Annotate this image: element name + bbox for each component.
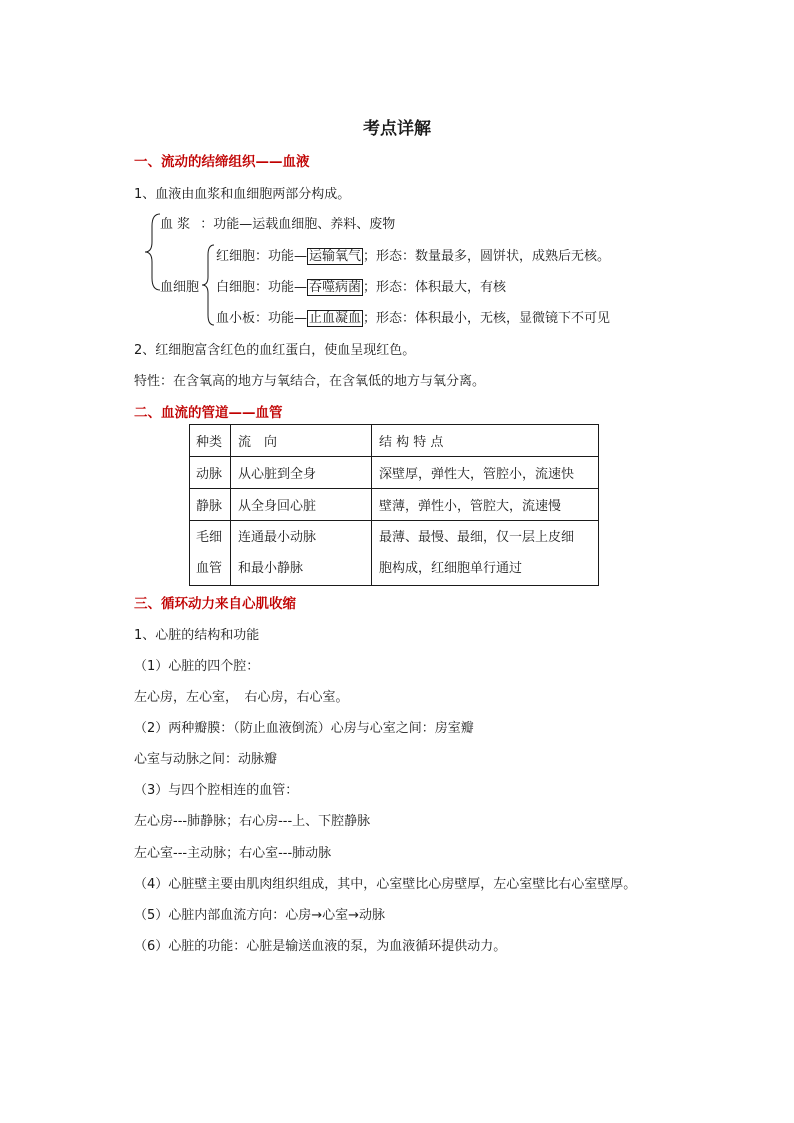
page-title: 考点详解: [363, 119, 431, 139]
table-row: [190, 489, 599, 521]
cell-line: 连通最小动脉: [238, 530, 317, 545]
table-cell: 深壁厚，弹性大，管腔小，流速快: [372, 457, 599, 489]
table-cell: [372, 521, 599, 586]
outer-brace: [142, 212, 162, 292]
heart-line: （1）心脏的四个腔：: [134, 659, 260, 674]
heart-line: 1、心脏的结构和功能: [134, 628, 260, 643]
cell-name: 白细胞：功能—: [216, 280, 308, 295]
cell-line: 血管: [196, 561, 223, 576]
heart-line: 心室与动脉之间：动脉瓣: [134, 752, 278, 767]
cell-row-white: [216, 276, 506, 295]
cell-name: 红细胞：功能—: [216, 249, 308, 264]
section-heading-blood: 一、流动的结缔组织——血液: [134, 154, 310, 170]
plasma-row: [160, 213, 395, 232]
table-header-row: [190, 425, 599, 457]
cell-morphology: ；形态：数量最多，圆饼状，成熟后无核。: [363, 249, 611, 264]
heart-line: （3）与四个腔相连的血管：: [134, 783, 299, 798]
header-cell: 结 构 特 点: [372, 425, 599, 457]
table-cell: 壁薄，弹性小，管腔大，流速慢: [372, 489, 599, 521]
cells-label: 血细胞: [160, 280, 200, 295]
cell-line: 毛细: [196, 530, 223, 545]
table-cell: [231, 521, 372, 586]
header-cell: 流 向: [231, 425, 372, 457]
header-cell: 种类: [190, 425, 231, 457]
plasma-label: 血 浆: [160, 217, 191, 232]
vessel-table: [189, 424, 599, 586]
cell-row-red: [216, 245, 610, 264]
cell-morphology: ；形态：体积最小，无核，显微镜下不可见: [363, 311, 611, 326]
table-cell: 动脉: [190, 457, 231, 489]
paragraph-red-color: 2、红细胞富含红色的血红蛋白，使血呈现红色。: [134, 343, 416, 358]
cell-row-platelet: [216, 307, 610, 326]
cell-line: 胞构成，红细胞单行通过: [379, 561, 523, 576]
cell-function-boxed: 运输氧气: [309, 249, 362, 264]
inner-brace: [200, 243, 216, 327]
plasma-text: ：功能—运载血细胞、养料、废物: [200, 217, 396, 232]
heart-line: 左心室---主动脉；右心室---肺动脉: [134, 846, 332, 861]
heart-line: （6）心脏的功能：心脏是输送血液的泵，为血液循环提供动力。: [134, 939, 507, 954]
heart-line: （5）心脏内部血流方向：心房→心室→动脉: [134, 908, 386, 923]
table-cell: 从心脏到全身: [231, 457, 372, 489]
cell-line: 和最小静脉: [238, 561, 304, 576]
paragraph-blood-composition: 1、血液由血浆和血细胞两部分构成。: [134, 187, 351, 202]
heart-line: 左心房，左心室， 右心房，右心室。: [134, 690, 349, 705]
heart-line: （4）心脏壁主要由肌肉组织组成，其中，心室壁比心房壁厚，左心室壁比右心室壁厚。: [134, 877, 637, 892]
paragraph-property: 特性：在含氧高的地方与氧结合，在含氧低的地方与氧分离。: [134, 374, 486, 389]
cell-function-boxed: 吞噬病菌: [309, 280, 362, 295]
cell-function-boxed: 止血凝血: [309, 311, 362, 326]
cell-line: 最薄、最慢、最细，仅一层上皮细: [379, 530, 575, 545]
section-heading-vessels: 二、血流的管道——血管: [134, 405, 283, 421]
heart-line: （2）两种瓣膜：（防止血液倒流）心房与心室之间：房室瓣: [134, 721, 474, 736]
cell-name: 血小板：功能—: [216, 311, 308, 326]
section-heading-heart: 三、循环动力来自心肌收缩: [134, 596, 296, 612]
table-cell: [190, 521, 231, 586]
table-cell: 静脉: [190, 489, 231, 521]
heart-line: 左心房---肺静脉；右心房---上、下腔静脉: [134, 814, 371, 829]
cell-morphology: ；形态：体积最大，有核: [363, 280, 507, 295]
table-row: [190, 521, 599, 586]
table-row: [190, 457, 599, 489]
table-cell: 从全身回心脏: [231, 489, 372, 521]
